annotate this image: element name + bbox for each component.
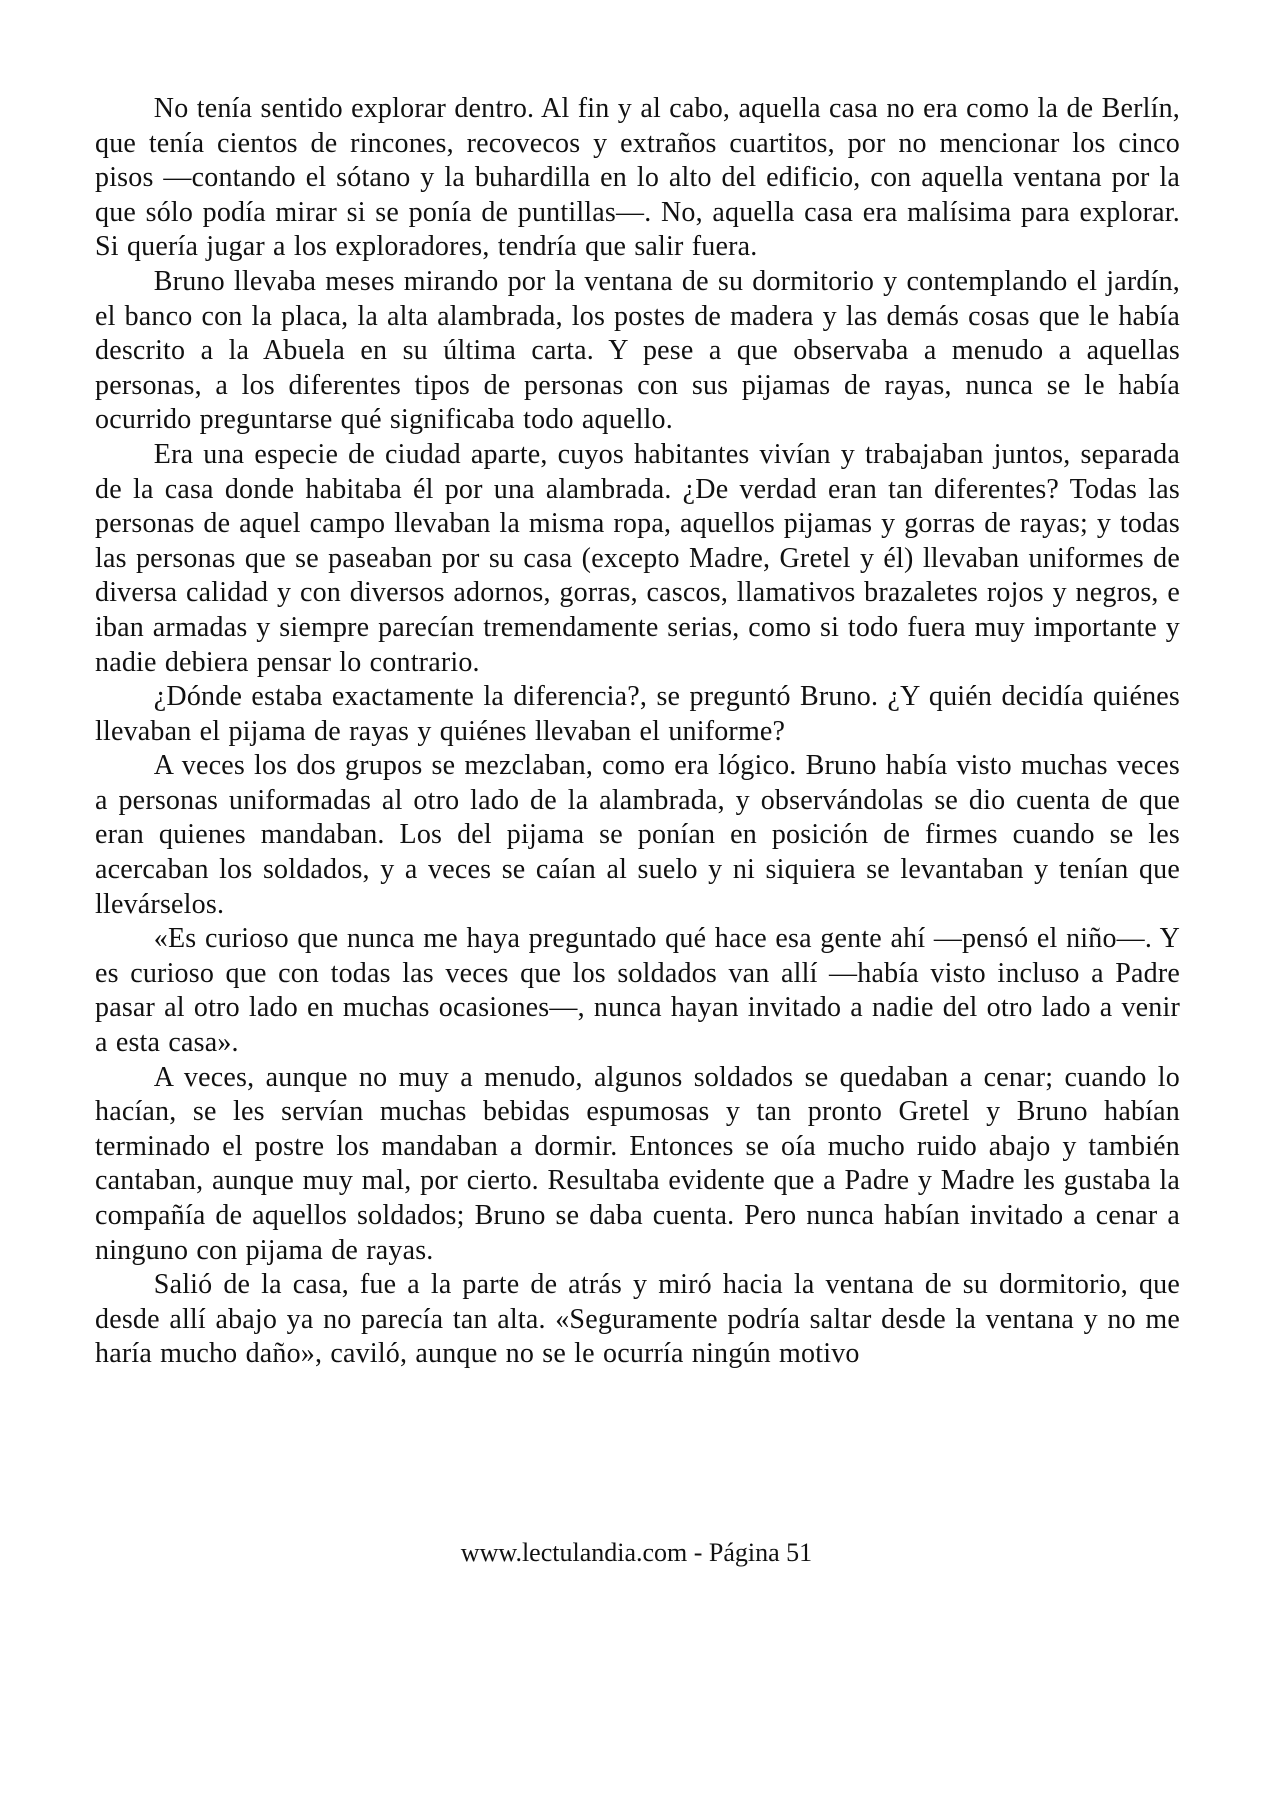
paragraph: Era una especie de ciudad aparte, cuyos habitantes vivían y trabajaban juntos, separada de la casa donde habitaba él por una alambrada. ¿De verdad eran tan diferentes? Todas las personas de aquel campo llevaban la misma ropa, aquellos pijamas y gorras de rayas; y todas las personas que se paseaban por su casa (excepto Madre, Gretel y él) llevaban uniformes de diversa calidad y con diversos adornos, gorras, cascos, llamativos brazaletes rojos y negros, e iban armadas y siempre parecían tremendamente serias, como si todo fuera muy importante y nadie debiera pensar lo contrario. [95, 438, 1180, 678]
paragraph: «Es curioso que nunca me haya preguntado qué hace esa gente ahí —pensó el niño—. Y es curioso que con todas las veces que los soldados van allí —había visto incluso a Padre pasar al otro lado en muchas ocasiones—, nunca hayan invitado a nadie del otro lado a venir a esta casa». [95, 923, 1180, 1059]
paragraph: ¿Dónde estaba exactamente la diferencia?, se preguntó Bruno. ¿Y quién decidía quiénes llevaban el pijama de rayas y quiénes llevaban el uniforme? [95, 681, 1180, 747]
page-footer: www.lectulandia.com - Página 51 [460, 1538, 813, 1567]
paragraph: Bruno llevaba meses mirando por la ventana de su dormitorio y contemplando el jardín, el banco con la placa, la alta alambrada, los postes de madera y las demás cosas que le había descrito a la Abuela en su última carta. Y pese a que observaba a menudo a aquellas personas, a los diferentes tipos de personas con sus pijamas de rayas, nunca se le había ocurrido preguntarse qué significaba todo aquello. [95, 265, 1180, 436]
paragraph: A veces los dos grupos se mezclaban, como era lógico. Bruno había visto muchas veces a personas uniformadas al otro lado de la alambrada, y observándolas se dio cuenta de que eran quienes mandaban. Los del pijama se ponían en posición de firmes cuando se les acercaban los soldados, y a veces se caían al suelo y ni siquiera se levantaban y tenían que llevárselos. [95, 750, 1180, 920]
paragraph: A veces, aunque no muy a menudo, algunos soldados se quedaban a cenar; cuando lo hacían, se les servían muchas bebidas espumosas y tan pronto Gretel y Bruno habían terminado el postre los mandaban a dormir. Entonces se oía mucho ruido abajo y también cantaban, aunque muy mal, por cierto. Resultaba evidente que a Padre y Madre les gustaba la compañía de aquellos soldados; Bruno se daba cuenta. Pero nunca habían invitado a cenar a ninguno con pijama de rayas. [95, 1061, 1180, 1266]
page-text-block [95, 92, 1180, 1372]
paragraph: No tenía sentido explorar dentro. Al fin y al cabo, aquella casa no era como la de Berlín, que tenía cientos de rincones, recovecos y extraños cuartitos, por no mencionar los cinco pisos —contando el sótano y la buhardilla en lo alto del edificio, con aquella ventana por la que sólo podía mirar si se ponía de puntillas—. No, aquella casa era malísima para explorar. Si quería jugar a los exploradores, tendría que salir fuera. [95, 93, 1180, 263]
paragraph: Salió de la casa, fue a la parte de atrás y miró hacia la ventana de su dormitorio, que desde allí abajo ya no parecía tan alta. «Seguramente podría saltar desde la ventana y no me haría mucho daño», caviló, aunque no se le ocurría ningún motivo [95, 1269, 1180, 1370]
